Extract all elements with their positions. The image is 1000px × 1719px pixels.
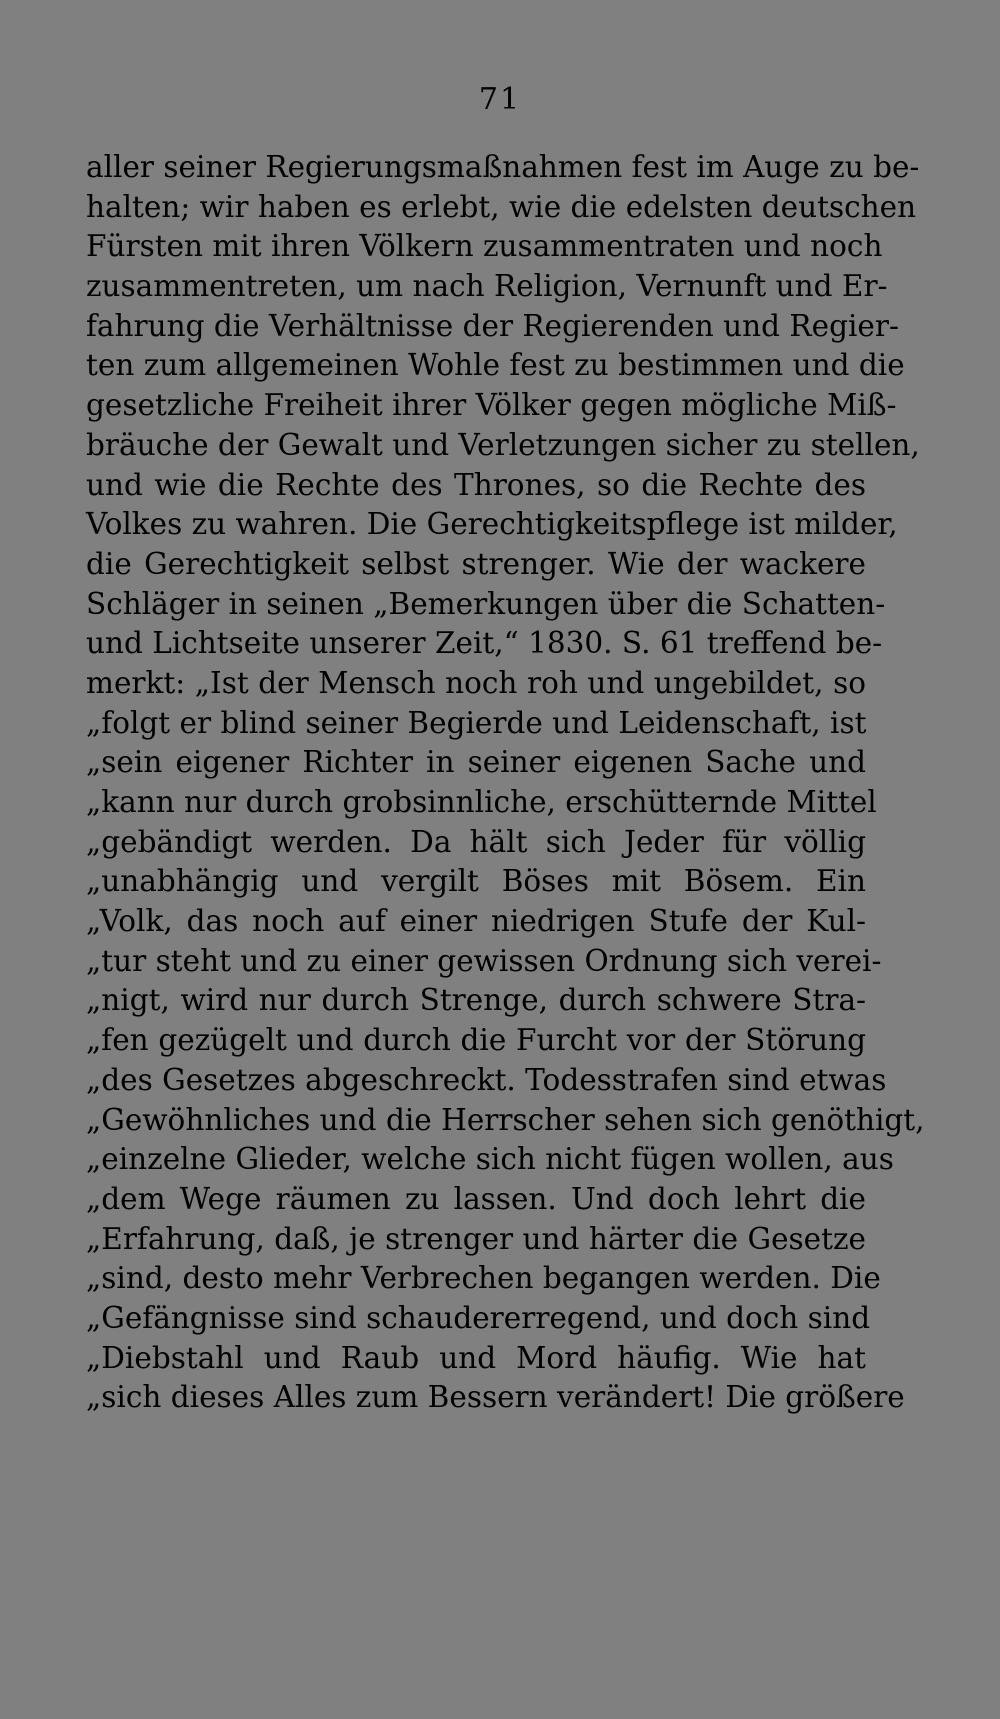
text-line: „Gefängnisse sind schaudererregend, und doch sind xyxy=(86,1300,871,1335)
text-line: „Diebstahl und Raub und Mord häufig. Wie hat xyxy=(86,1340,866,1375)
text-line: „gebändigt werden. Da hält sich Jeder für völlig xyxy=(86,824,866,859)
text-line: „fen gezügelt und durch die Furcht vor der Störung xyxy=(86,1023,866,1058)
text-line: und Lichtseite unserer Zeit,“ 1830. S. 61 treffend be- xyxy=(86,626,883,661)
text-line: merkt: „Ist der Mensch noch roh und ungebildet, so xyxy=(86,665,866,700)
page-number: 71 xyxy=(478,82,522,117)
text-line: aller seiner Regierungsmaßnahmen fest im Auge zu be- xyxy=(86,150,920,184)
text-line: gesetzliche Freiheit ihrer Völker gegen mögliche Miß- xyxy=(86,388,897,423)
text-line: bräuche der Gewalt und Verletzungen sicher zu stellen, xyxy=(86,427,920,462)
text-line: „unabhängig und vergilt Böses mit Bösem. Ein xyxy=(86,864,866,899)
text-line: „sich dieses Alles zum Bessern verändert! Die größere xyxy=(86,1380,905,1415)
text-line: „Erfahrung, daß, je strenger und härter die Gesetze xyxy=(86,1221,866,1256)
text-line: zusammentreten, um nach Religion, Vernunft und Er- xyxy=(86,269,888,304)
text-line: die Gerechtigkeit selbst strenger. Wie der wackere xyxy=(86,546,866,581)
text-line: „des Gesetzes abgeschreckt. Todesstrafen sind etwas xyxy=(86,1062,887,1097)
text-line: „Gewöhnliches und die Herrscher sehen sich genöthigt, xyxy=(86,1102,925,1137)
text-line: „dem Wege räumen zu lassen. Und doch lehrt die xyxy=(86,1181,866,1216)
body-text xyxy=(86,148,925,1418)
text-line: und wie die Rechte des Thrones, so die Rechte des xyxy=(86,467,866,502)
text-line: Schläger in seinen „Bemerkungen über die Schatten- xyxy=(86,586,886,621)
text-line: „einzelne Glieder, welche sich nicht fügen wollen, aus xyxy=(86,1142,894,1177)
text-line: „kann nur durch grobsinnliche, erschütternde Mittel xyxy=(86,785,877,819)
text-line: „nigt, wird nur durch Strenge, durch schwere Stra- xyxy=(86,983,866,1018)
text-line: Volkes zu wahren. Die Gerechtigkeitspflege ist milder, xyxy=(86,507,898,542)
text-line: „sein eigener Richter in seiner eigenen Sache und xyxy=(86,745,866,780)
text-line: ten zum allgemeinen Wohle fest zu bestimmen und die xyxy=(86,348,905,383)
text-line: „tur steht und zu einer gewissen Ordnung sich verei- xyxy=(86,943,882,978)
text-line: Fürsten mit ihren Völkern zusammentraten und noch xyxy=(86,229,883,264)
text-line: „Volk, das noch auf einer niedrigen Stufe der Kul- xyxy=(86,904,866,939)
text-line: fahrung die Verhältnisse der Regierenden und Regier- xyxy=(86,308,899,343)
text-line: halten; wir haben es erlebt, wie die edelsten deutschen xyxy=(86,189,917,224)
text-line: „folgt er blind seiner Begierde und Leidenschaft, ist xyxy=(86,705,867,740)
text-line: „sind, desto mehr Verbrechen begangen werden. Die xyxy=(86,1261,881,1296)
